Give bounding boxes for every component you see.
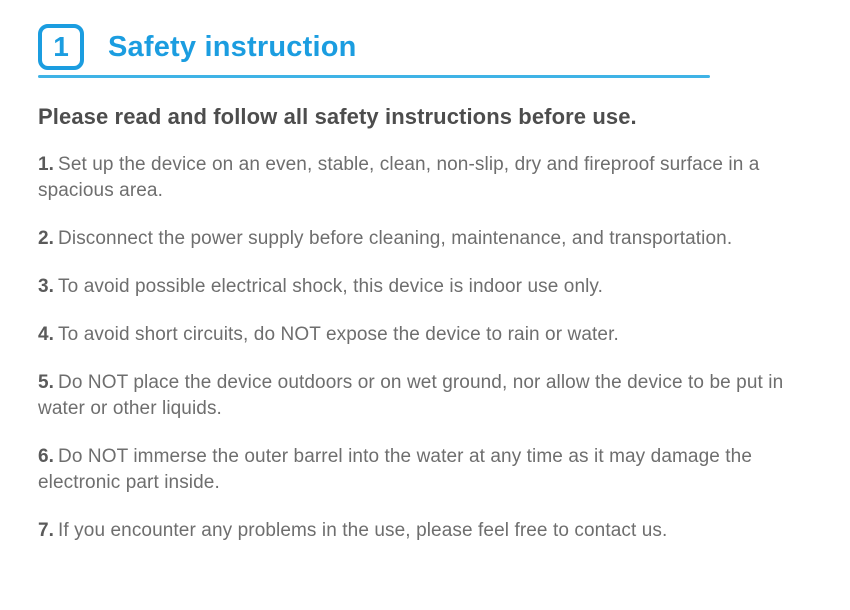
section-header bbox=[38, 24, 810, 70]
item-text: To avoid possible electrical shock, this device is indoor use only. bbox=[58, 276, 603, 297]
item-text: Do NOT immerse the outer barrel into the water at any time as it may damage the electronic part inside. bbox=[38, 446, 753, 493]
section-number-box bbox=[38, 24, 84, 70]
list-item bbox=[38, 274, 803, 300]
instruction-list bbox=[38, 152, 803, 544]
item-number: 5. bbox=[38, 372, 55, 393]
section-number: 1 bbox=[53, 31, 69, 62]
subtitle: Please read and follow all safety instructions before use. bbox=[38, 104, 637, 129]
list-item bbox=[38, 444, 803, 496]
item-number: 3. bbox=[38, 276, 55, 297]
item-text: Set up the device on an even, stable, clean, non-slip, dry and fireproof surface in a spacious area. bbox=[38, 154, 760, 201]
item-text: If you encounter any problems in the use, please feel free to contact us. bbox=[58, 520, 668, 541]
item-number: 4. bbox=[38, 324, 55, 345]
title-underline bbox=[38, 75, 710, 78]
item-text: Do NOT place the device outdoors or on wet ground, nor allow the device to be put in water or other liquids. bbox=[38, 372, 784, 419]
page-title: Safety instruction bbox=[108, 30, 357, 63]
item-number: 2. bbox=[38, 228, 55, 249]
list-item bbox=[38, 370, 803, 422]
list-item bbox=[38, 322, 803, 348]
list-item bbox=[38, 226, 803, 252]
item-number: 6. bbox=[38, 446, 55, 467]
item-text: Disconnect the power supply before cleaning, maintenance, and transportation. bbox=[58, 228, 733, 249]
list-item bbox=[38, 152, 803, 204]
item-number: 7. bbox=[38, 520, 55, 541]
item-number: 1. bbox=[38, 154, 55, 175]
list-item bbox=[38, 518, 803, 544]
item-text: To avoid short circuits, do NOT expose the device to rain or water. bbox=[58, 324, 619, 345]
